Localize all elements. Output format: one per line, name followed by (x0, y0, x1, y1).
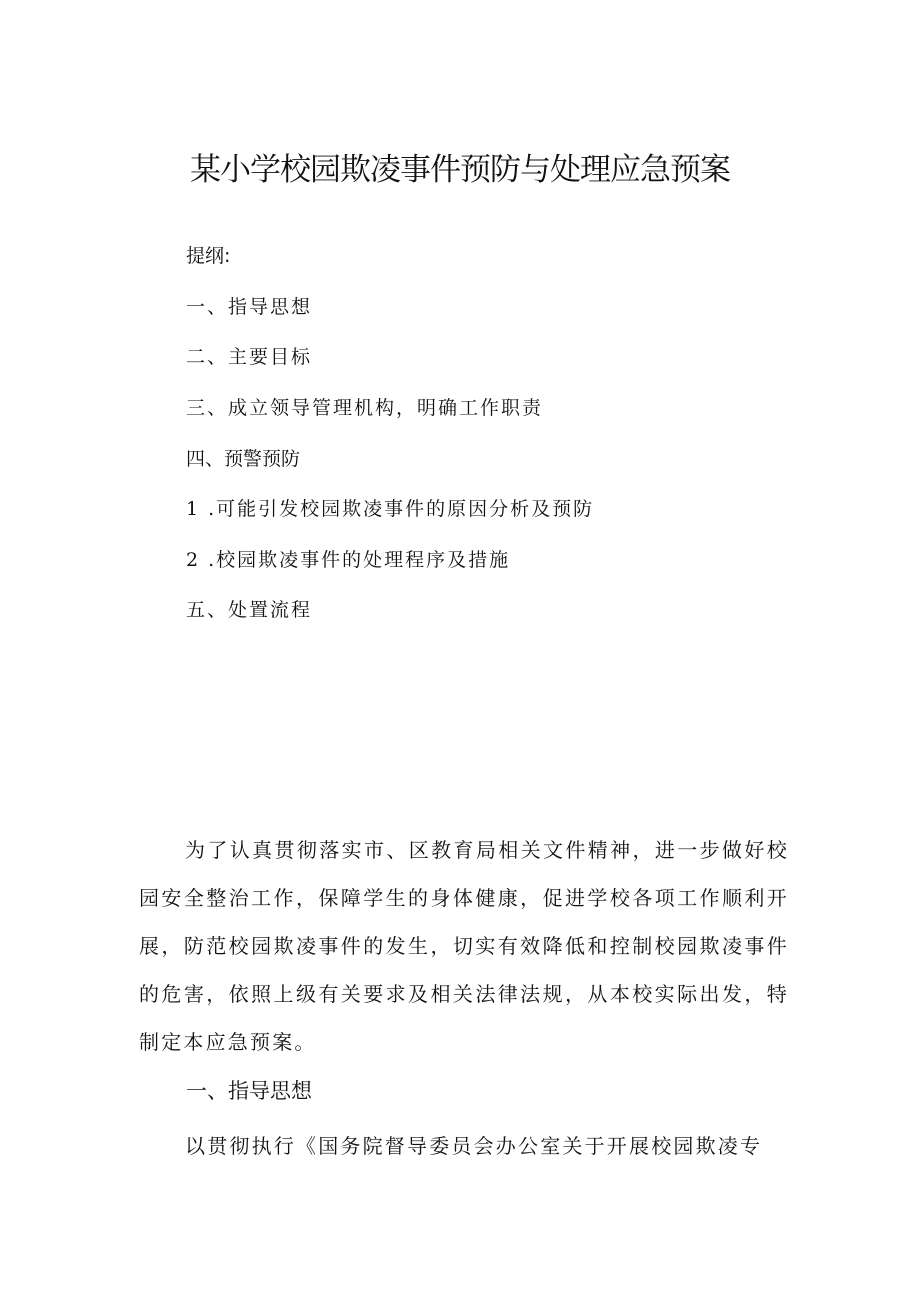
document-title: 某小学校园欺凌事件预防与处理应急预案 (190, 152, 730, 188)
outline-label: 提纲: (186, 245, 231, 267)
outline-item-2: 二、主要目标 (186, 346, 313, 368)
intro-paragraph: 为了认真贯彻落实市、区教育局相关文件精神，进一步做好校园安全整治工作，保障学生的身体健康，促进学校各项工作顺利开展，防范校园欺凌事件的发生，切实有效降低和控制校园欺凌事件的危害，依照上级有关要求及相关法律法规，从本校实际出发，特制定本应急预案。 (139, 838, 789, 1054)
outline-item-3: 三、成立领导管理机构，明确工作职责 (186, 397, 544, 419)
outline-item-5: 1 .可能引发校园欺凌事件的原因分析及预防 (186, 498, 595, 520)
section-heading-guiding-ideology: 一、指导思想 (186, 1079, 312, 1103)
outline-item-6: 2 .校园欺凌事件的处理程序及措施 (186, 549, 511, 571)
outline-item-7: 五、处置流程 (186, 599, 313, 621)
outline-item-1: 一、指导思想 (186, 296, 313, 318)
section-1-paragraph: 以贯彻执行《国务院督导委员会办公室关于开展校园欺凌专 (185, 1134, 763, 1158)
outline-item-4: 四、预警预防 (186, 448, 301, 470)
